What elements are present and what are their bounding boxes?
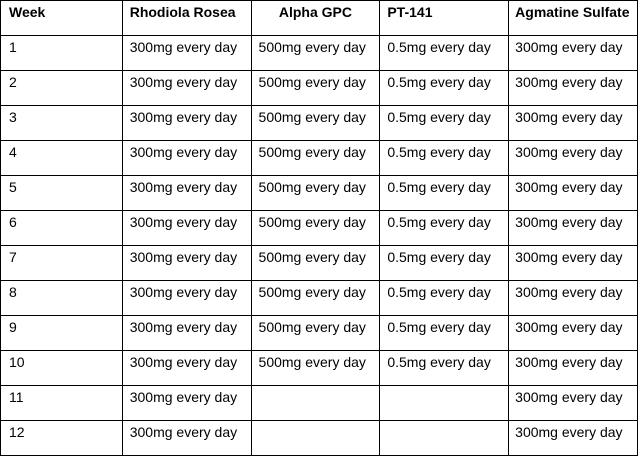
table-body (1, 36, 638, 456)
header-week: Week (1, 1, 123, 36)
alpha-gpc-cell: 500mg every day (251, 351, 380, 386)
rhodiola-rosea-cell: 300mg every day (122, 421, 251, 456)
week-cell: 10 (1, 351, 123, 386)
alpha-gpc-cell: 500mg every day (251, 211, 380, 246)
week-cell: 12 (1, 421, 123, 456)
rhodiola-rosea-cell: 300mg every day (122, 36, 251, 71)
agmatine-sulfate-cell: 300mg every day (509, 386, 638, 421)
alpha-gpc-cell: 500mg every day (251, 281, 380, 316)
pt-141-cell: 0.5mg every day (380, 106, 509, 141)
pt-141-cell: 0.5mg every day (380, 36, 509, 71)
pt-141-cell (380, 386, 509, 421)
table-row (1, 281, 638, 316)
rhodiola-rosea-cell: 300mg every day (122, 106, 251, 141)
alpha-gpc-cell: 500mg every day (251, 316, 380, 351)
rhodiola-rosea-cell: 300mg every day (122, 211, 251, 246)
alpha-gpc-cell: 500mg every day (251, 71, 380, 106)
agmatine-sulfate-cell: 300mg every day (509, 71, 638, 106)
agmatine-sulfate-cell: 300mg every day (509, 211, 638, 246)
alpha-gpc-cell: 500mg every day (251, 141, 380, 176)
pt-141-cell: 0.5mg every day (380, 176, 509, 211)
week-cell: 6 (1, 211, 123, 246)
week-cell: 5 (1, 176, 123, 211)
alpha-gpc-cell: 500mg every day (251, 246, 380, 281)
table-row (1, 71, 638, 106)
week-cell: 11 (1, 386, 123, 421)
table-row (1, 316, 638, 351)
rhodiola-rosea-cell: 300mg every day (122, 316, 251, 351)
table-header-row (1, 1, 638, 36)
rhodiola-rosea-cell: 300mg every day (122, 141, 251, 176)
pt-141-cell: 0.5mg every day (380, 246, 509, 281)
week-cell: 4 (1, 141, 123, 176)
table-row (1, 246, 638, 281)
pt-141-cell (380, 421, 509, 456)
header-agmatine-sulfate: Agmatine Sulfate (509, 1, 638, 36)
pt-141-cell: 0.5mg every day (380, 351, 509, 386)
rhodiola-rosea-cell: 300mg every day (122, 351, 251, 386)
week-cell: 9 (1, 316, 123, 351)
agmatine-sulfate-cell: 300mg every day (509, 141, 638, 176)
header-pt-141: PT-141 (380, 1, 509, 36)
alpha-gpc-cell: 500mg every day (251, 106, 380, 141)
agmatine-sulfate-cell: 300mg every day (509, 316, 638, 351)
pt-141-cell: 0.5mg every day (380, 71, 509, 106)
table-row (1, 351, 638, 386)
agmatine-sulfate-cell: 300mg every day (509, 36, 638, 71)
week-cell: 7 (1, 246, 123, 281)
table-row (1, 36, 638, 71)
table-row (1, 211, 638, 246)
alpha-gpc-cell: 500mg every day (251, 36, 380, 71)
table-row (1, 106, 638, 141)
week-cell: 1 (1, 36, 123, 71)
table-row (1, 141, 638, 176)
week-cell: 8 (1, 281, 123, 316)
agmatine-sulfate-cell: 300mg every day (509, 106, 638, 141)
rhodiola-rosea-cell: 300mg every day (122, 386, 251, 421)
agmatine-sulfate-cell: 300mg every day (509, 281, 638, 316)
header-rhodiola-rosea: Rhodiola Rosea (122, 1, 251, 36)
pt-141-cell: 0.5mg every day (380, 316, 509, 351)
table-row (1, 176, 638, 211)
week-cell: 3 (1, 106, 123, 141)
alpha-gpc-cell (251, 386, 380, 421)
rhodiola-rosea-cell: 300mg every day (122, 176, 251, 211)
agmatine-sulfate-cell: 300mg every day (509, 246, 638, 281)
agmatine-sulfate-cell: 300mg every day (509, 176, 638, 211)
table-row (1, 386, 638, 421)
header-alpha-gpc: Alpha GPC (251, 1, 380, 36)
pt-141-cell: 0.5mg every day (380, 211, 509, 246)
rhodiola-rosea-cell: 300mg every day (122, 71, 251, 106)
rhodiola-rosea-cell: 300mg every day (122, 281, 251, 316)
alpha-gpc-cell (251, 421, 380, 456)
agmatine-sulfate-cell: 300mg every day (509, 351, 638, 386)
week-cell: 2 (1, 71, 123, 106)
table-row (1, 421, 638, 456)
pt-141-cell: 0.5mg every day (380, 141, 509, 176)
alpha-gpc-cell: 500mg every day (251, 176, 380, 211)
rhodiola-rosea-cell: 300mg every day (122, 246, 251, 281)
pt-141-cell: 0.5mg every day (380, 281, 509, 316)
agmatine-sulfate-cell: 300mg every day (509, 421, 638, 456)
